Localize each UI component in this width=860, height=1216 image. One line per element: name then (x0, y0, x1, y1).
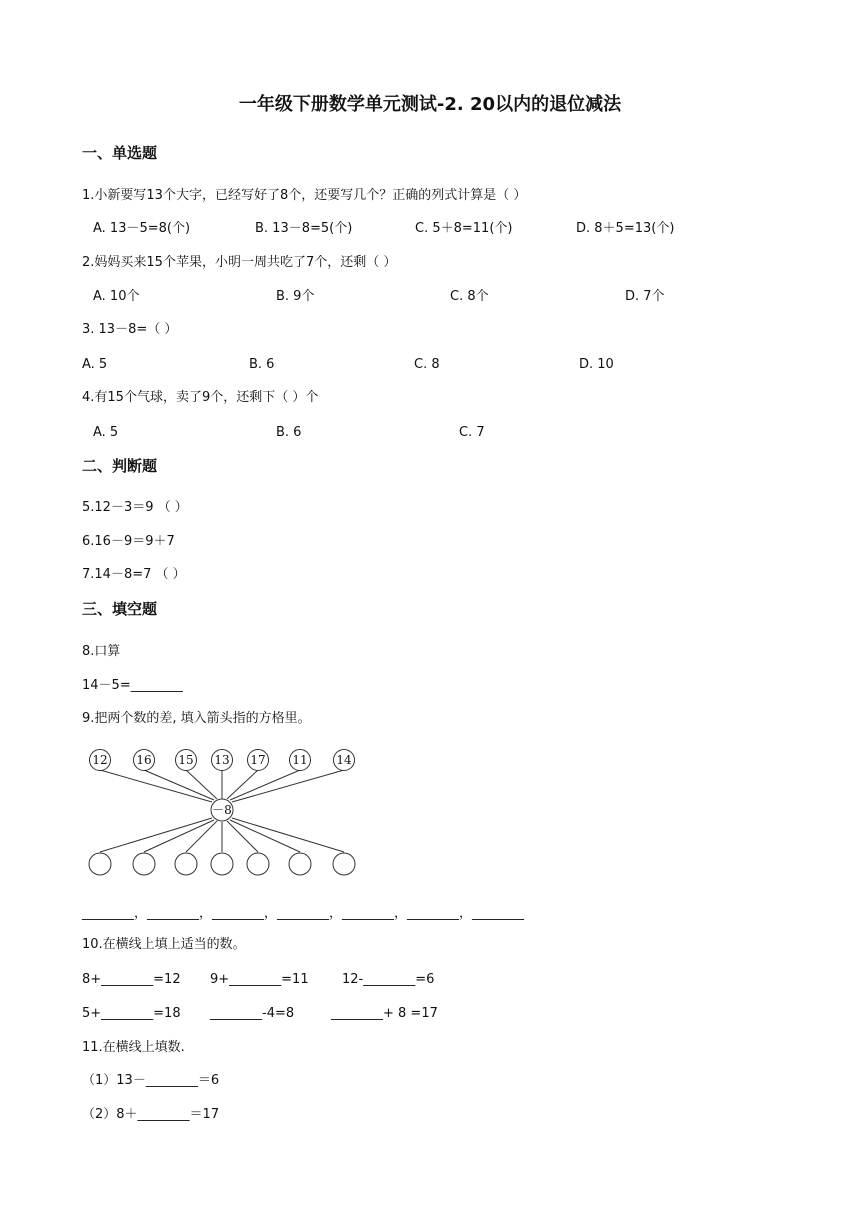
question-1-option-d: D. 8＋5=13(个) (576, 221, 675, 236)
question-4-stem: 4.有15个气球，卖了9个，还剩下（ ）个 (82, 390, 319, 405)
top-number-6: 11 (292, 753, 308, 767)
section-heading-fill-in: 三、填空题 (82, 600, 158, 618)
question-5: 5.12－3＝9 （ ） (82, 500, 188, 515)
question-8-line: 14－5=________ (82, 678, 183, 693)
section-heading-single-choice: 一、单选题 (82, 144, 158, 162)
question-11-stem: 11.在横线上填数. (82, 1040, 185, 1055)
question-4-option-a: A. 5 (93, 425, 119, 440)
question-1-stem: 1.小新要写13个大字，已经写好了8个，还要写几个？正确的列式计算是（ ） (82, 188, 527, 203)
question-3-option-a: A. 5 (82, 357, 108, 372)
question-10-item-4: 5+________=18 (82, 1006, 181, 1021)
top-number-1: 12 (92, 753, 108, 767)
center-operator: －8 (212, 803, 232, 817)
question-2-option-d: D. 7个 (625, 289, 665, 304)
question-6: 6.16－9＝9＋7 (82, 534, 175, 549)
question-2-stem: 2.妈妈买来15个苹果，小明一周共吃了7个，还剩（ ） (82, 255, 397, 270)
question-9-stem: 9.把两个数的差, 填入箭头指的方格里。 (82, 711, 311, 726)
top-number-7: 14 (336, 753, 352, 767)
question-10-item-5: ________-4=8 (210, 1006, 295, 1021)
top-number-3: 15 (178, 753, 194, 767)
question-8-stem: 8.口算 (82, 644, 121, 659)
question-10-stem: 10.在横线上填上适当的数。 (82, 937, 246, 952)
question-9-answer-line: ________，________，________，________，________，________，________ (82, 906, 524, 921)
question-10-item-3: 12-________=6 (342, 972, 435, 987)
question-3-option-c: C. 8 (414, 357, 440, 372)
subtraction-diagram (82, 744, 362, 880)
question-7: 7.14－8=7 （ ） (82, 567, 186, 582)
page-title: 一年级下册数学单元测试-2. 20以内的退位减法 (238, 94, 622, 115)
question-4-option-b: B. 6 (276, 425, 302, 440)
question-2-option-a: A. 10个 (93, 289, 140, 304)
question-1-option-b: B. 13－8=5(个) (255, 221, 353, 236)
top-number-4: 13 (214, 753, 230, 767)
question-4-option-c: C. 7 (459, 425, 485, 440)
top-number-2: 16 (136, 753, 152, 767)
question-2-option-c: C. 8个 (450, 289, 489, 304)
question-1-option-a: A. 13－5=8(个) (93, 221, 191, 236)
section-heading-true-false: 二、判断题 (82, 457, 158, 475)
top-number-5: 17 (250, 753, 266, 767)
question-3-option-d: D. 10 (579, 357, 614, 372)
question-11-item-1: （1）13－________＝6 (82, 1073, 220, 1088)
question-10-item-1: 8+________=12 (82, 972, 181, 987)
question-10-item-6: ________+ 8 =17 (331, 1006, 438, 1021)
answer-circles (89, 853, 355, 875)
question-10-item-2: 9+________=11 (210, 972, 309, 987)
question-11-item-2: （2）8＋________＝17 (82, 1107, 220, 1122)
question-1-option-c: C. 5＋8=11(个) (415, 221, 513, 236)
question-3-stem: 3. 13－8=（ ） (82, 322, 178, 337)
question-3-option-b: B. 6 (249, 357, 275, 372)
question-2-option-b: B. 9个 (276, 289, 315, 304)
